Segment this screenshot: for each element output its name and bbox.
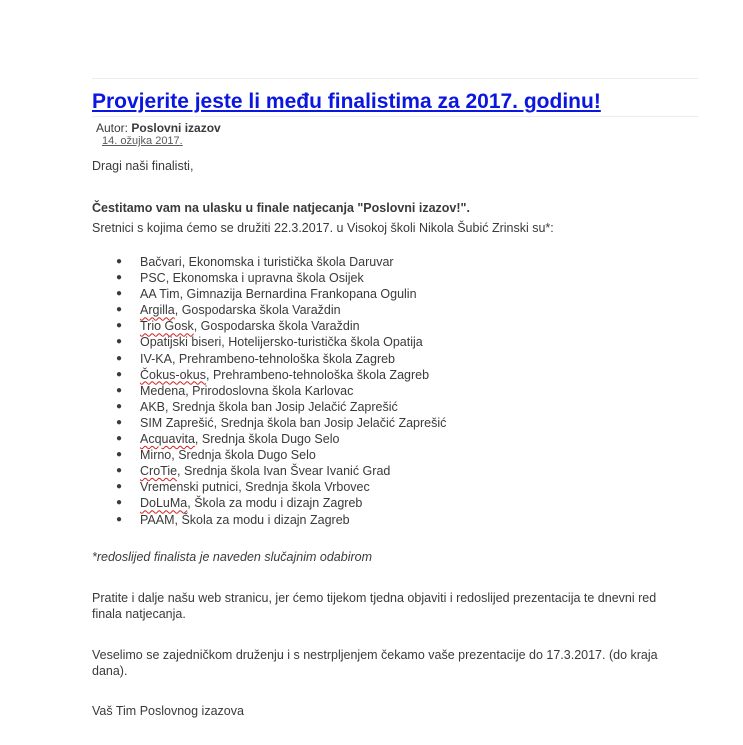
finalist-team-name: Acquavita bbox=[140, 432, 195, 447]
finalist-school: , Gimnazija Bernardina Frankopana Ogulin bbox=[179, 287, 417, 302]
finalist-school: , Škola za modu i dizajn Zagreb bbox=[187, 496, 363, 511]
finalist-item bbox=[92, 367, 446, 383]
finalist-team-name: Bačvari bbox=[140, 255, 182, 269]
looking-forward-line-1: Veselimo se zajedničkom druženju i s nestrpljenjem čekamo vaše prezentacije do 17.3.2017. (do kraja bbox=[92, 648, 658, 662]
finalist-item bbox=[92, 479, 446, 495]
bullet-icon: ● bbox=[116, 288, 123, 300]
finalist-school: , Srednja škola ban Josip Jelačić Zaprešić bbox=[213, 415, 447, 430]
finalist-school: , Prirodoslovna škola Karlovac bbox=[185, 383, 354, 398]
signature: Vaš Tim Poslovnog izazova bbox=[92, 704, 244, 718]
finalist-team-name: Argilla bbox=[140, 303, 175, 318]
bullet-icon: ● bbox=[116, 368, 123, 380]
finalist-school: , Ekonomska i turistička škola Daruvar bbox=[181, 255, 394, 269]
finalist-item bbox=[92, 318, 446, 334]
finalist-item bbox=[92, 254, 446, 270]
finalist-item bbox=[92, 399, 446, 415]
finalist-school: , Gospodarska škola Varaždin bbox=[193, 319, 360, 334]
finalist-school: , Gospodarska škola Varaždin bbox=[174, 303, 341, 318]
finalist-team-name: AKB bbox=[140, 399, 166, 414]
finalist-school: , Srednja škola Vrbovec bbox=[238, 480, 370, 495]
bullet-icon: ● bbox=[116, 449, 123, 461]
bullet-icon: ● bbox=[116, 433, 123, 445]
bullet-icon: ● bbox=[116, 256, 123, 267]
bullet-icon: ● bbox=[116, 416, 123, 428]
finalist-school: , Srednja škola Dugo Selo bbox=[171, 448, 316, 463]
finalist-item bbox=[92, 286, 446, 302]
author-line bbox=[96, 121, 221, 135]
finalist-school: , Škola za modu i dizajn Zagreb bbox=[174, 512, 350, 527]
author-name: Poslovni izazov bbox=[131, 121, 221, 135]
bullet-icon: ● bbox=[116, 352, 123, 364]
title-divider bbox=[92, 116, 698, 117]
intro-text: Sretnici s kojima ćemo se družiti 22.3.2017. u Visokoj školi Nikola Šubić Zrinski su*: bbox=[92, 221, 554, 235]
finalist-item bbox=[92, 351, 446, 367]
finalist-school: , Ekonomska i upravna škola Osijek bbox=[165, 271, 364, 286]
finalist-school: , Prehrambeno-tehnološka škola Zagreb bbox=[206, 367, 430, 382]
bullet-icon: ● bbox=[116, 465, 123, 477]
finalist-team-name: Čokus-okus bbox=[140, 367, 206, 382]
bullet-icon: ● bbox=[116, 336, 123, 348]
finalist-team-name: AA Tim bbox=[140, 287, 180, 302]
bullet-icon: ● bbox=[116, 481, 123, 493]
article-date[interactable]: 14. ožujka 2017. bbox=[102, 135, 183, 147]
finalist-team-name: CroTie bbox=[140, 464, 178, 479]
bullet-icon: ● bbox=[116, 400, 123, 412]
finalist-item bbox=[92, 512, 446, 528]
finalist-team-name: PAAM bbox=[140, 512, 175, 527]
finalist-team-name: Opatijski biseri bbox=[140, 335, 222, 350]
finalist-team-name: Vremenski putnici bbox=[140, 480, 239, 495]
finalist-team-name: Mirno bbox=[140, 448, 172, 463]
finalist-team-name: IV-KA bbox=[140, 351, 172, 366]
finalist-item bbox=[92, 495, 446, 511]
finalist-item bbox=[92, 302, 446, 318]
finalist-school: , Srednja škola Dugo Selo bbox=[194, 432, 340, 447]
greeting: Dragi naši finalisti, bbox=[92, 159, 194, 173]
looking-forward-line-2: dana). bbox=[92, 664, 128, 678]
finalist-item bbox=[92, 463, 446, 479]
finalist-item bbox=[92, 447, 446, 463]
finalist-school: , Prehrambeno-tehnološka škola Zagreb bbox=[171, 351, 396, 366]
finalist-item bbox=[92, 383, 446, 399]
follow-text-line-1: Pratite i dalje našu web stranicu, jer ćemo tijekom tjedna objaviti i redoslijed prezentacija te dnevni red bbox=[92, 591, 657, 605]
finalist-item bbox=[92, 270, 446, 286]
finalist-item bbox=[92, 415, 446, 431]
finalist-school: , Srednja škola ban Josip Jelačić Zaprešić bbox=[165, 399, 398, 414]
bullet-icon: ● bbox=[116, 304, 123, 316]
random-order-note: *redoslijed finalista je naveden slučajnim odabirom bbox=[92, 550, 373, 564]
author-label: Autor: bbox=[96, 121, 129, 135]
congrats-heading: Čestitamo vam na ulasku u finale natjecanja "Poslovni izazov!". bbox=[92, 201, 470, 215]
finalist-item bbox=[92, 431, 446, 447]
finalist-item bbox=[92, 334, 446, 350]
bullet-icon: ● bbox=[116, 320, 123, 332]
finalist-team-name: PSC bbox=[140, 271, 166, 286]
finalist-team-name: Trio Gosk bbox=[140, 319, 194, 334]
finalist-team-name: SIM Zaprešić bbox=[140, 415, 214, 430]
bullet-icon: ● bbox=[116, 384, 123, 396]
finalist-team-name: Medena bbox=[140, 383, 186, 398]
bullet-icon: ● bbox=[116, 497, 123, 509]
finalist-school: , Hotelijersko-turistička škola Opatija bbox=[221, 335, 423, 350]
finalist-school: , Srednja škola Ivan Švear Ivanić Grad bbox=[177, 464, 391, 479]
top-divider bbox=[92, 78, 698, 79]
article-title-link[interactable]: Provjerite jeste li među finalistima za 2017. godinu! bbox=[92, 90, 601, 113]
bullet-icon: ● bbox=[116, 272, 123, 284]
finalist-team-name: DoLuMa bbox=[140, 496, 188, 511]
bullet-icon: ● bbox=[116, 513, 123, 525]
finalist-list bbox=[92, 254, 446, 528]
follow-text-line-2: finala natjecanja. bbox=[92, 607, 186, 621]
